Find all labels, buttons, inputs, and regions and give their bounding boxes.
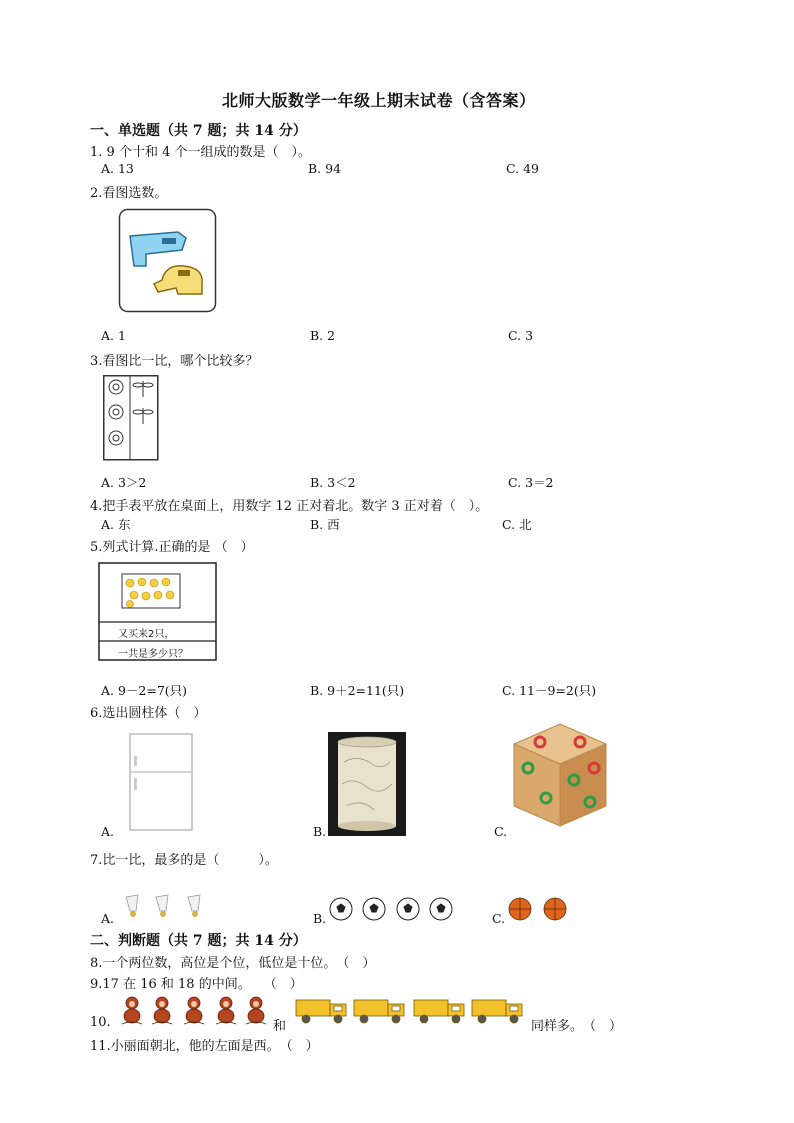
section-heading-true-false: 二、判断题（共 7 题；共 14 分） [90, 933, 307, 949]
q6-refrigerator-image [128, 732, 194, 832]
q2-option-c[interactable]: C. 3 [508, 328, 534, 343]
q6-option-b[interactable]: B. [313, 824, 327, 839]
q6-cube-puzzle-image [510, 720, 610, 830]
q2-whistle-image [118, 208, 218, 314]
question-1: 1. 9 个十和 4 个一组成的数是（ ）。 [90, 145, 311, 160]
q3-option-c[interactable]: C. 3＝2 [508, 475, 554, 490]
q7-shuttlecocks-image [122, 893, 214, 919]
q6-cylinder-pen-holder-image [328, 732, 406, 836]
q4-option-a[interactable]: A. 东 [101, 517, 131, 532]
question-11: 11.小丽面朝北，他的左面是西。 （ ） [90, 1039, 319, 1054]
q7-option-c[interactable]: C. [492, 911, 506, 926]
q7-option-b[interactable]: B. [313, 911, 327, 926]
q5-option-a[interactable]: A. 9－2=7(只) [101, 683, 188, 698]
q4-option-c[interactable]: C. 北 [502, 517, 532, 532]
page-title: 北师大版数学一年级上期末试卷（含答案） [222, 91, 536, 110]
q5-box-line-2: 一共是多少只？ [118, 649, 188, 660]
q3-option-a[interactable]: A. 3＞2 [101, 475, 147, 490]
question-2: 2.看图选数。 [90, 186, 168, 201]
q3-flowers-dragonflies-image [103, 375, 159, 461]
q7-option-a[interactable]: A. [101, 911, 115, 926]
q1-option-c[interactable]: C. 49 [506, 161, 539, 176]
q5-option-b[interactable]: B. 9＋2=11(只) [310, 683, 405, 698]
question-10-number: 10. [90, 1015, 111, 1030]
q4-option-b[interactable]: B. 西 [310, 517, 340, 532]
q7-soccer-balls-image [329, 896, 455, 922]
question-9: 9.17 在 16 和 18 的中间。 （ ） [90, 977, 303, 992]
q5-option-c[interactable]: C. 11－9=2(只) [502, 683, 597, 698]
q5-box-line-1: 又买来2只， [118, 629, 175, 640]
q6-option-c[interactable]: C. [494, 824, 508, 839]
section-heading-single-choice: 一、单选题（共 7 题；共 14 分） [90, 123, 307, 139]
q1-option-b[interactable]: B. 94 [308, 161, 342, 176]
q1-option-a[interactable]: A. 13 [101, 161, 134, 176]
question-10-tail: 同样多。 （ ） [531, 1019, 623, 1034]
question-7: 7.比一比，最多的是（ ）。 [90, 853, 278, 868]
q10-monkeys-image [118, 994, 272, 1028]
question-8: 8.一个两位数，高位是个位，低位是十位。 （ ） [90, 956, 376, 971]
q7-basketballs-image [508, 896, 570, 922]
question-10-and: 和 [273, 1019, 287, 1034]
question-6: 6.选出圆柱体（ ） [90, 706, 207, 721]
q10-trucks-image [294, 994, 530, 1026]
q6-option-a[interactable]: A. [101, 824, 115, 839]
question-5: 5.列式计算.正确的是 （ ） [90, 540, 254, 555]
question-4: 4.把手表平放在桌面上，用数字 12 正对着北。数字 3 正对着（ ）。 [90, 499, 489, 514]
q2-option-b[interactable]: B. 2 [310, 328, 336, 343]
q3-option-b[interactable]: B. 3＜2 [310, 475, 356, 490]
question-3: 3.看图比一比，哪个比较多？ [90, 354, 259, 369]
q2-option-a[interactable]: A. 1 [101, 328, 126, 343]
